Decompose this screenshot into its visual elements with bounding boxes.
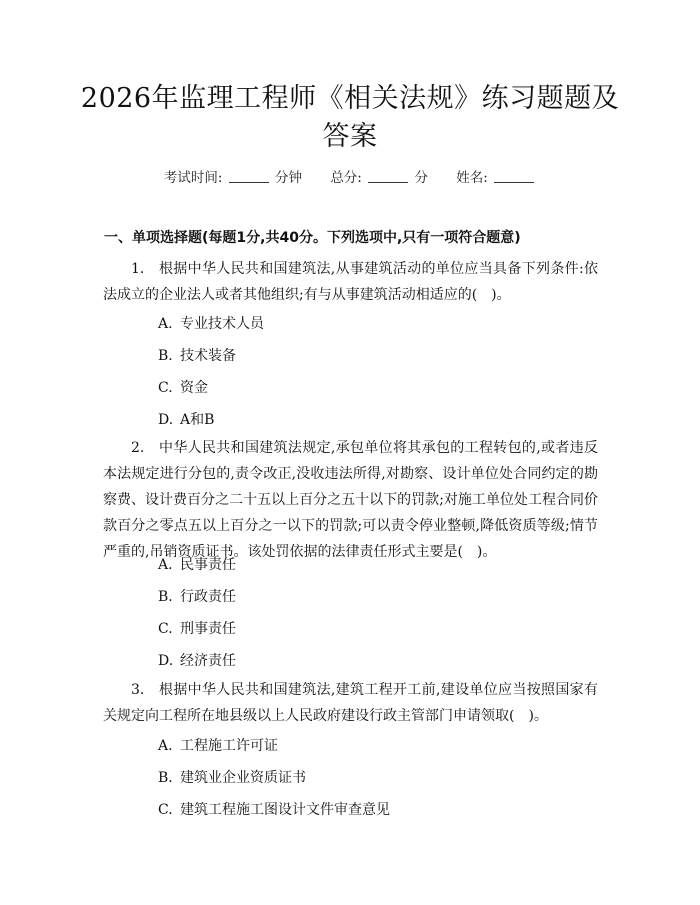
question-3-text: 3. 根据中华人民共和国建筑法,建筑工程开工前,建设单位应当按照国家有关规定向工程所在地县级以上人民政府建设行政主管部门申请领取( )。 xyxy=(103,682,598,724)
option-text: 建筑业企业资质证书 xyxy=(180,770,306,786)
option-letter: C. xyxy=(158,380,173,396)
question-3-option-b xyxy=(158,767,306,787)
page-title-line-2: 答案 xyxy=(322,121,378,152)
option-letter: B. xyxy=(158,589,173,605)
option-letter: A. xyxy=(158,316,173,332)
exam-meta xyxy=(0,166,700,186)
option-text: 技术装备 xyxy=(180,348,236,364)
exam-score-blank xyxy=(368,169,408,183)
question-1-option-a xyxy=(158,313,264,333)
option-letter: D. xyxy=(158,653,174,669)
option-text: 专业技术人员 xyxy=(180,316,264,332)
question-1-option-b xyxy=(158,345,236,365)
question-1-option-c xyxy=(158,377,208,397)
exam-name-label: 姓名: xyxy=(456,170,488,186)
option-letter: A. xyxy=(158,738,173,754)
option-text: A和B xyxy=(180,412,215,428)
option-letter: B. xyxy=(158,770,173,786)
question-1-text: 1. 根据中华人民共和国建筑法,从事建筑活动的单位应当具备下列条件:依法成立的企业法人或者其他组织;有与从事建筑活动相适应的( )。 xyxy=(103,261,598,303)
option-letter: A. xyxy=(158,557,173,573)
option-text: 经济责任 xyxy=(180,653,236,669)
exam-time-unit: 分钟 xyxy=(275,170,303,186)
exam-time xyxy=(164,170,306,186)
question-2-option-b xyxy=(158,586,236,606)
question-1-option-d xyxy=(158,409,214,429)
question-2-option-a xyxy=(158,554,236,574)
question-2-option-d xyxy=(158,650,236,670)
exam-time-label: 考试时间: xyxy=(163,170,223,186)
exam-score xyxy=(330,170,432,186)
question-3-option-a xyxy=(158,735,278,755)
option-text: 建筑工程施工图设计文件审查意见 xyxy=(180,802,390,818)
page-title-line-1: 2026年监理工程师《相关法规》练习题题及 xyxy=(80,83,620,114)
exam-score-label: 总分: xyxy=(330,170,362,186)
option-text: 民事责任 xyxy=(180,557,236,573)
option-text: 刑事责任 xyxy=(180,621,236,637)
section-heading: 一、单项选择题(每题1分,共40分。下列选项中,只有一项符合题意) xyxy=(104,230,521,246)
exam-name xyxy=(456,170,536,186)
option-letter: C. xyxy=(158,802,173,818)
exam-score-unit: 分 xyxy=(414,170,428,186)
option-letter: B. xyxy=(158,348,173,364)
option-text: 行政责任 xyxy=(180,589,236,605)
option-letter: D. xyxy=(158,412,174,428)
option-text: 工程施工许可证 xyxy=(180,738,278,754)
question-2-text: 2. 中华人民共和国建筑法规定,承包单位将其承包的工程转包的,或者违反本法规定进行分包的,责令改正,没收违法所得,对勘察、设计单位处合同约定的勘察费、设计费百分之二十五以上百分之五十以下的罚款;对施工单位处工程合同价款百分之零点五以上百分之一以下的罚款;可以责令停业整顿,降低资质等级;情节严重的,吊销资质证书。该处罚依据的法律责任形式主要是( )。 xyxy=(103,440,598,560)
option-letter: C. xyxy=(158,621,173,637)
question-3-option-c xyxy=(158,799,390,819)
question-2-option-c xyxy=(158,618,236,638)
exam-time-blank xyxy=(229,169,269,183)
option-text: 资金 xyxy=(180,380,208,396)
exam-name-blank xyxy=(494,169,534,183)
